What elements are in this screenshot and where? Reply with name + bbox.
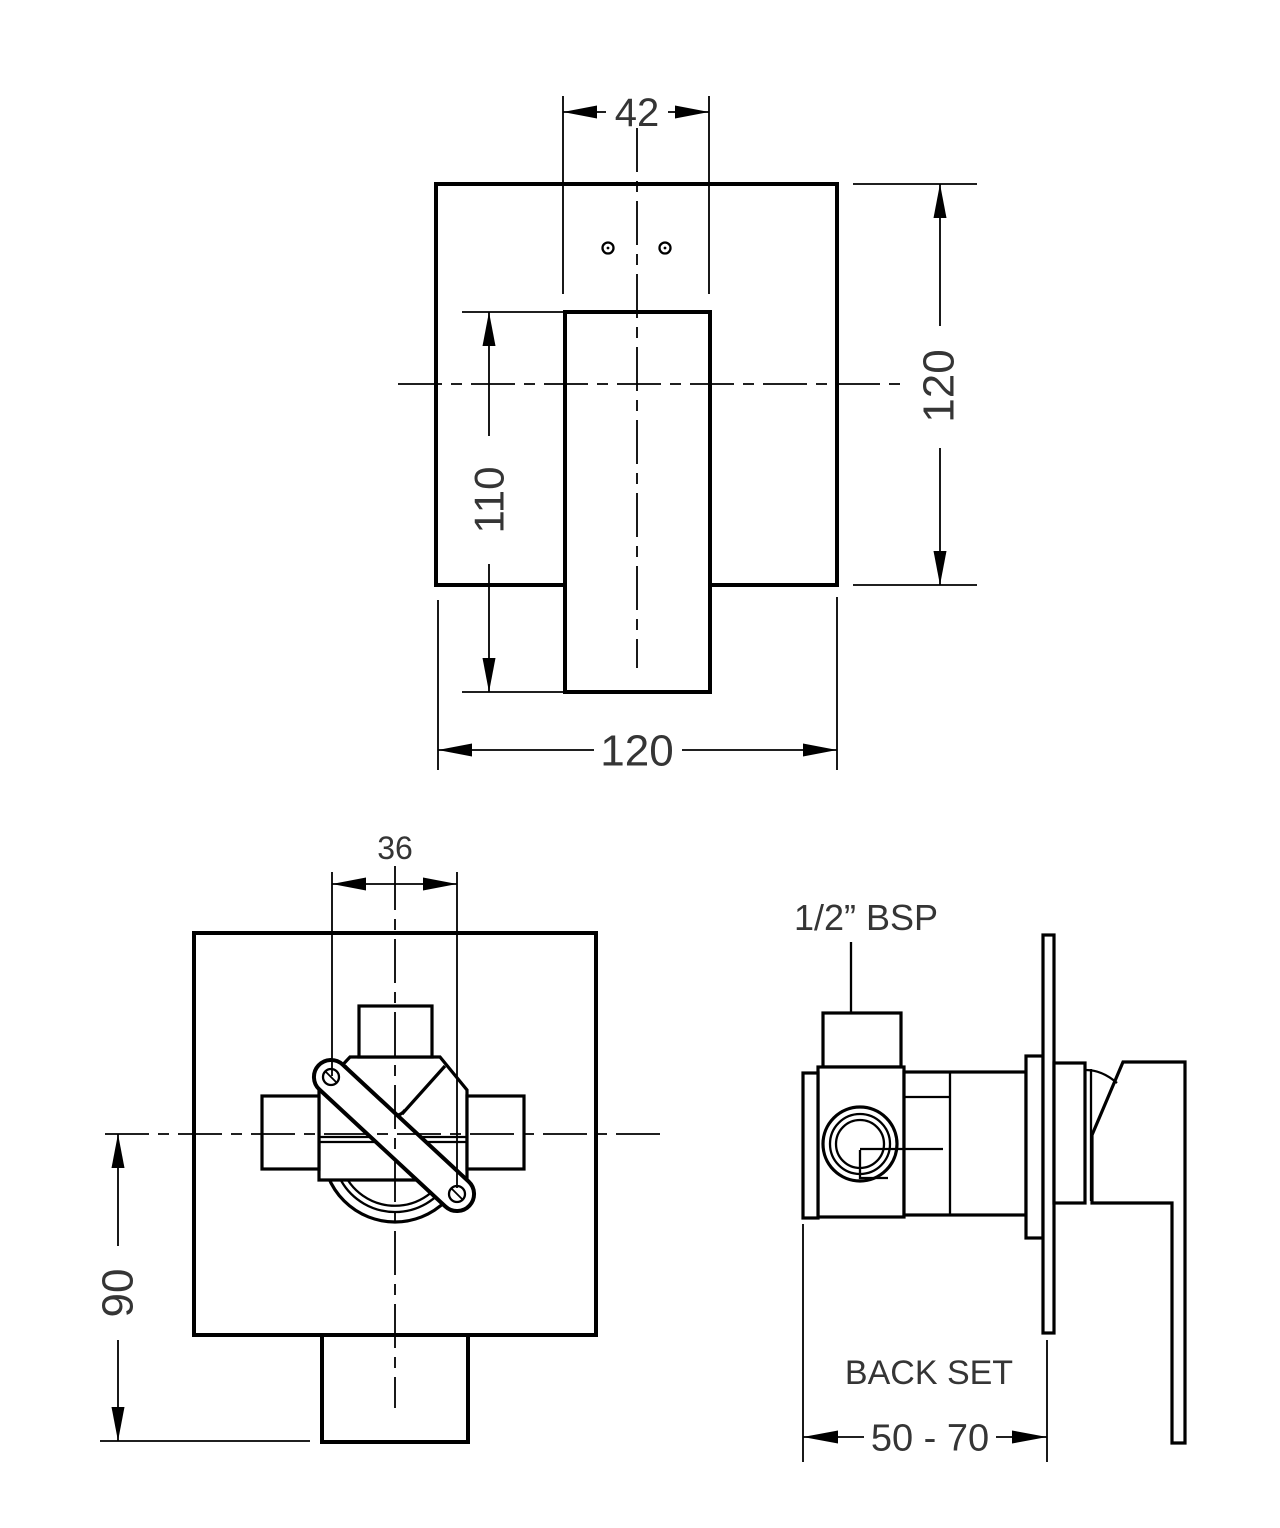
lever-handle-side [1092, 1062, 1185, 1443]
right-port [467, 1096, 524, 1169]
arrowhead-right [803, 744, 837, 757]
arrowhead-down [934, 551, 947, 585]
back-set-label: BACK SET [844, 1354, 1014, 1392]
mounting-plate-edge [803, 1073, 818, 1218]
wall-plate-edge [1043, 935, 1054, 1333]
screw-hole-dot [664, 247, 667, 250]
side-view [794, 897, 1185, 1462]
left-port [262, 1096, 319, 1169]
inlet-port-side [823, 1013, 901, 1067]
arrowhead-right [675, 106, 709, 119]
dim-text-110: 110 [465, 466, 513, 534]
arrowhead-left [332, 878, 366, 891]
arrowhead-down [112, 1407, 125, 1441]
arrowhead-left [563, 106, 597, 119]
arrowhead-up [934, 184, 947, 218]
front-view [398, 91, 977, 775]
rough-in-view [93, 830, 665, 1442]
screw-hole-dot [607, 247, 610, 250]
dim-text-42: 42 [614, 91, 660, 135]
arrowhead-down [483, 658, 496, 692]
dim-back-set [803, 1224, 1047, 1462]
arrowhead-up [112, 1134, 125, 1168]
dim-text-120-horizontal: 120 [600, 726, 674, 776]
dim-text-120-vertical: 120 [914, 349, 964, 423]
escutcheon-collar [1026, 1056, 1043, 1238]
handle-base [1054, 1063, 1085, 1203]
inlet-thread-label: 1/2” BSP [793, 897, 939, 938]
back-set-range: 50 - 70 [870, 1417, 990, 1460]
arrowhead-right [423, 878, 457, 891]
dim-text-36: 36 [377, 830, 413, 866]
arrowhead-left [803, 1431, 838, 1444]
arrowhead-left [438, 744, 472, 757]
cartridge-housing [904, 1072, 1026, 1215]
arrowhead-right [1012, 1431, 1047, 1444]
dim-text-90: 90 [93, 1268, 143, 1318]
